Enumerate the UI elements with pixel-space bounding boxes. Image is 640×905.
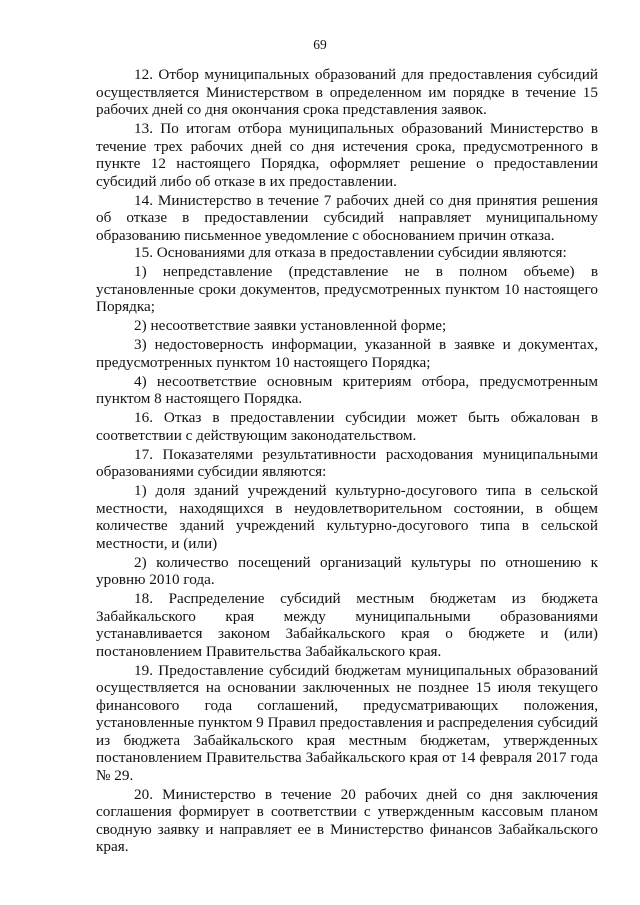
paragraph-15-item-4: 4) несоответствие основным критериям отбора, предусмотренным пунктом 8 настоящего Порядка. (96, 372, 598, 407)
paragraph-15: 15. Основаниями для отказа в предоставлении субсидии являются: (134, 244, 567, 261)
paragraph-15-item-3: 3) недостоверность информации, указанной в заявке и документах, предусмотренных пунктом 10 настоящего Порядка; (96, 336, 598, 371)
paragraph-15-item-2: 2) несоответствие заявки установленной форме; (134, 317, 447, 334)
paragraph-18: 18. Распределение субсидий местным бюджетам из бюджета Забайкальского края между муниципальными образованиями устанавливается законом Забайкальского края о бюджете и (или) постановлением Правительства Забайкальского края. (96, 590, 598, 660)
paragraph-14: 14. Министерство в течение 7 рабочих дней со дня принятия решения об отказе в предоставлении субсидий направляет муниципальному образованию письменное уведомление с обоснованием причин отказа. (96, 191, 598, 244)
paragraph-15-item-1: 1) непредставление (представление не в полном объеме) в установленные сроки документов, предусмотренных пунктом 10 настоящего Порядка; (96, 263, 598, 315)
paragraph-17: 17. Показателями результативности расходования муниципальными образованиями субсидии являются: (96, 445, 598, 480)
paragraph-16: 16. Отказ в предоставлении субсидии может быть обжалован в соответствии с действующим законодательством. (96, 409, 598, 444)
paragraph-17-item-1: 1) доля зданий учреждений культурно-досугового типа в сельской местности, находящихся в неудовлетворительном состоянии, в общем количестве зданий учреждений культурно-досугового типа в сельской местности, и (или) (96, 482, 598, 552)
paragraph-12: 12. Отбор муниципальных образований для предоставления субсидий осуществляется Министерством в определенном им порядке в течение 15 рабочих дней со дня окончания срока представления заявок. (96, 66, 598, 118)
page-number: 69 (313, 37, 327, 52)
paragraph-19: 19. Предоставление субсидий бюджетам муниципальных образований осуществляется на основании заключенных не позднее 15 июля текущего финансового года соглашений, предусматривающих положения, установленные пунктом 9 Правил предоставления и распределения субсидий из бюджета Забайкальского края местным бюджетам, утвержденных постановлением Правительства Забайкальского края от 14 февраля 2017 года № 29. (96, 661, 598, 784)
document-body (96, 66, 598, 856)
paragraph-13: 13. По итогам отбора муниципальных образований Министерство в течение трех рабочих дней со дня истечения срока, предусмотренного в пункте 12 настоящего Порядка, оформляет решение о предоставлении субсидий либо об отказе в их предоставлении. (96, 120, 598, 190)
paragraph-17-item-2: 2) количество посещений организаций культуры по отношению к уровню 2010 года. (96, 553, 598, 588)
paragraph-20: 20. Министерство в течение 20 рабочих дней со дня заключения соглашения формирует в соответствии с утвержденным кассовым планом сводную заявку и направляет ее в Министерство финансов Забайкальского края. (96, 785, 598, 855)
